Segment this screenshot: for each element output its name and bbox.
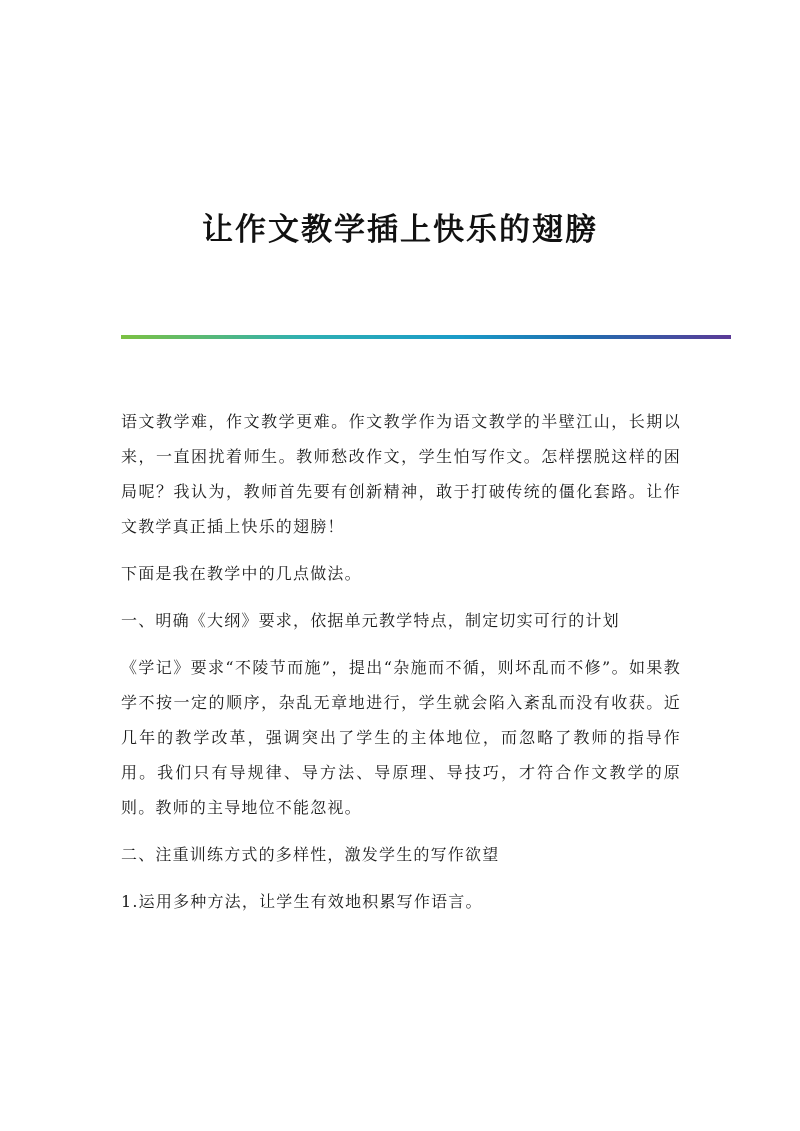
document-body bbox=[121, 404, 681, 931]
subsection-heading-1: 1.运用多种方法，让学生有效地积累写作语言。 bbox=[121, 892, 483, 911]
section-heading-2: 二、注重训练方式的多样性，激发学生的写作欲望 bbox=[121, 845, 500, 864]
section-heading-1: 一、明确《大纲》要求，依据单元教学特点，制定切实可行的计划 bbox=[121, 611, 620, 630]
page-title: 让作文教学插上快乐的翅膀 bbox=[202, 211, 598, 248]
paragraph-transition: 下面是我在教学中的几点做法。 bbox=[121, 564, 362, 583]
paragraph-section-1: 《学记》要求“不陵节而施”，提出“杂施而不循，则坏乱而不修”。如果教学不按一定的顺序，杂乱无章地进行，学生就会陷入紊乱而没有收获。近几年的教学改革，强调突出了学生的主体地位，而忽略了教师的指导作用。我们只有导规律、导方法、导原理、导技巧，才符合作文教学的原则。教师的主导地位不能忽视。 bbox=[121, 658, 681, 817]
title-divider bbox=[121, 335, 731, 339]
paragraph-intro: 语文教学难，作文教学更难。作文教学作为语文教学的半壁江山，长期以来，一直困扰着师生。教师愁改作文，学生怕写作文。怎样摆脱这样的困局呢？我认为，教师首先要有创新精神，敢于打破传统的僵化套路。让作文教学真正插上快乐的翅膀！ bbox=[121, 412, 681, 536]
